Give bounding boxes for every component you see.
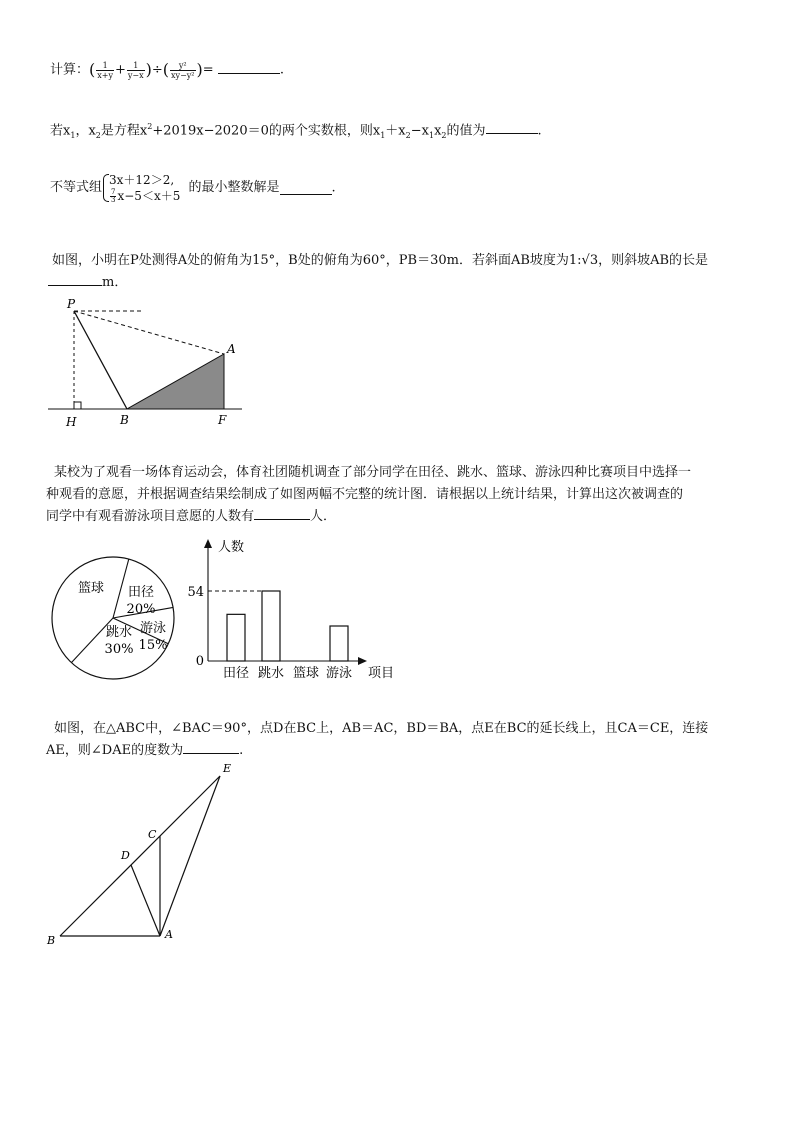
- bar-1: [262, 591, 280, 661]
- pie-label-3: 游泳: [139, 621, 167, 636]
- line-be: [60, 776, 220, 936]
- label-e: E: [223, 762, 232, 775]
- label-p: P: [67, 297, 76, 311]
- x-axis-arrow: [358, 657, 367, 665]
- label-f: F: [218, 413, 227, 427]
- pie-label-1: 田径: [127, 585, 155, 600]
- question-6: 如图，在△ABC中，∠BAC＝90°，点D在BC上，AB＝AC，BD＝BA，点E在BC的延长线上，且CA＝CE，连接 AE，则∠DAE的度数为 .: [46, 721, 709, 758]
- pie-value-label-2: 30%: [104, 642, 134, 657]
- label-a: A: [227, 342, 236, 356]
- pie-chart: [50, 555, 176, 681]
- fraction-2: $\frac{1}{y-x}$: [127, 60, 144, 80]
- x-tick-label-2: 篮球: [292, 666, 320, 681]
- answer-blank-5[interactable]: [254, 507, 310, 520]
- y-tick-label-54: 54: [187, 585, 204, 600]
- answer-blank-2[interactable]: [486, 121, 538, 134]
- x-tick-label-3: 游泳: [325, 666, 353, 681]
- question-5: 某校为了观看一场体育运动会，体育社团随机调查了部分同学在田径、跳水、篮球、游泳四种比赛项目中选择一 种观看的意愿，并根据调查结果绘制成了如图两幅不完整的统计图．请根据以上统计结果，计算出这次被调查的 同学中有观看游泳项目意愿的人数有 人．: [46, 465, 692, 524]
- segment-pb: [74, 311, 127, 409]
- pie-value-label-3: 15%: [138, 638, 168, 653]
- segment-ad: [131, 865, 160, 936]
- bar-chart: [186, 535, 406, 685]
- inequality-system: 3x＋12＞2, $\frac{7}{3}$ x−5＜x＋5: [102, 172, 180, 204]
- pie-label-2: 跳水: [105, 625, 133, 640]
- slope-diagram: [40, 292, 250, 432]
- bar-3: [330, 626, 348, 661]
- question-2: 若$x_1$，$x_2$是方程$x^2+2019x-2020=0$的两个实数根，则$x_1+x_2-x_1x_2$的值为 .: [50, 122, 542, 140]
- bar-0: [227, 614, 245, 661]
- segment-ae: [160, 776, 220, 936]
- q4-line-1: 如图，小明在P处测得A处的俯角为15°，B处的俯角为60°，PB＝30m．若斜面AB坡度为1:√3，则斜坡AB的长是: [52, 253, 709, 268]
- question-4: 如图，小明在P处测得A处的俯角为15°，B处的俯角为60°，PB＝30m．若斜面AB坡度为1:√3，则斜坡AB的长是 m．: [52, 250, 752, 294]
- answer-blank-4[interactable]: [48, 273, 102, 286]
- pie-value-label-1: 20%: [126, 602, 156, 617]
- y-axis-label: 人数: [218, 540, 245, 555]
- label-b: B: [120, 413, 129, 427]
- label-d: D: [121, 849, 130, 862]
- y-axis-arrow: [204, 539, 212, 548]
- x-tick-label-0: 田径: [222, 666, 250, 681]
- label-c: C: [148, 828, 157, 841]
- fraction-3: $\frac{\text{y²}}{\text{xy−y²}}$: [171, 60, 195, 80]
- answer-blank-1[interactable]: [218, 61, 280, 74]
- label-h: H: [66, 415, 77, 429]
- x-axis-label: 项目: [368, 666, 395, 681]
- q1-prefix: 计算：: [50, 62, 90, 78]
- question-1: 计算：( $\frac{1}{x+y}$ + $\frac{1}{y-x}$ )÷( $\frac{\text{y²}}{\text{xy−y²}}$ )= .: [50, 60, 284, 80]
- right-angle-mark: [74, 402, 81, 409]
- answer-blank-6[interactable]: [183, 741, 239, 754]
- slope-triangle: [127, 354, 224, 409]
- question-3: 不等式组 3x＋12＞2, $\frac{7}{3}$ x−5＜x＋5 的最小整数解是 .: [50, 173, 336, 204]
- y-tick-label-0: 0: [195, 654, 204, 669]
- answer-blank-3[interactable]: [280, 182, 332, 195]
- label-b: B: [47, 934, 56, 947]
- sightline-pa: [74, 311, 224, 354]
- pie-label-0: 篮球: [77, 581, 105, 596]
- x-tick-label-1: 跳水: [257, 666, 285, 681]
- triangle-diagram: [40, 758, 250, 953]
- fraction-1: $\frac{1}{x+y}$: [97, 60, 113, 80]
- label-a: A: [165, 928, 173, 941]
